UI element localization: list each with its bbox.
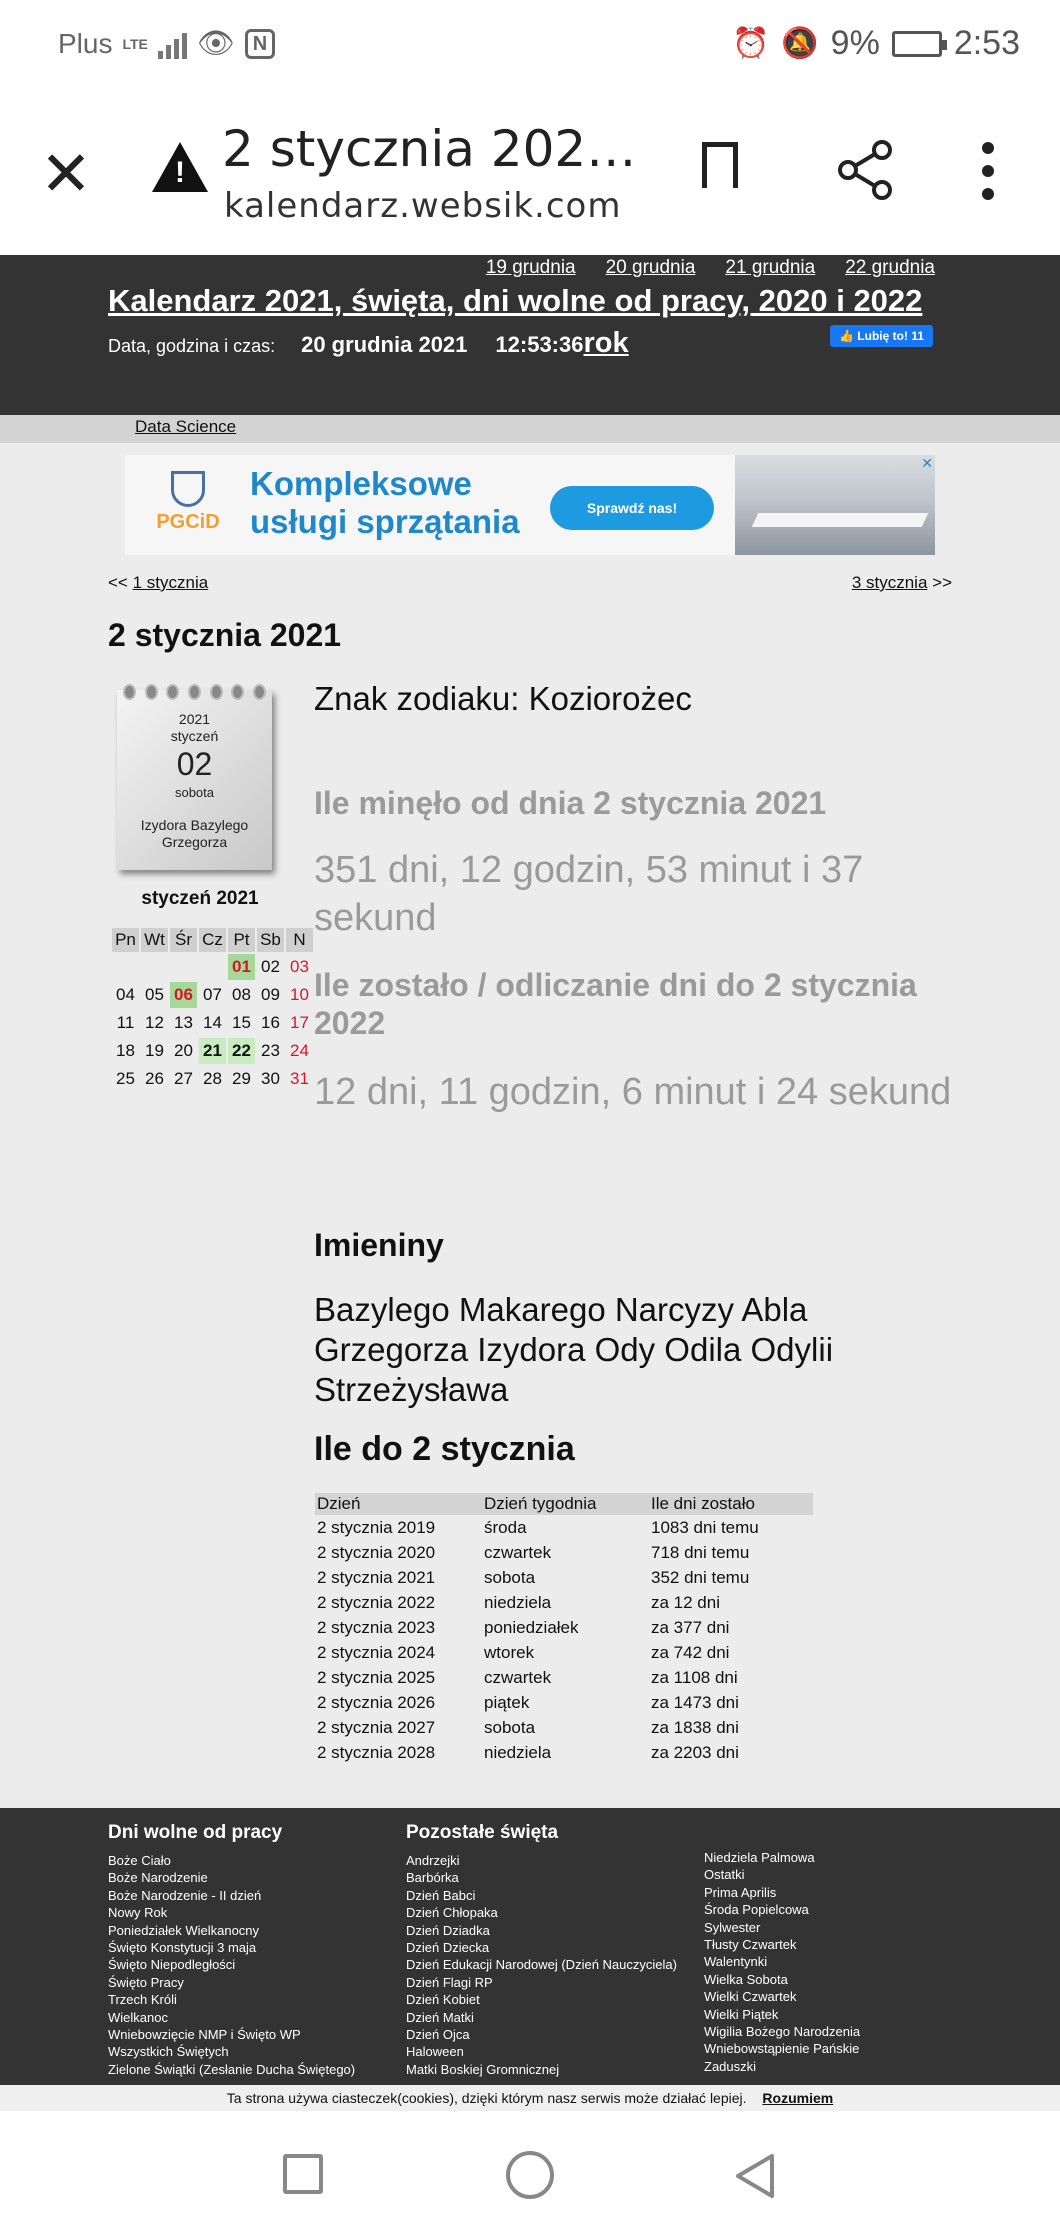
ad-office-image	[735, 455, 935, 555]
footer-list	[406, 1852, 677, 2078]
date-link[interactable]: 19 grudnia	[485, 257, 576, 278]
footer-col-holidays	[108, 1822, 355, 2078]
shield-icon	[171, 471, 205, 507]
table-cell: za 12 dni	[651, 1592, 720, 1612]
footer-link[interactable]: Walentynki	[704, 1954, 768, 1970]
cookie-text: Ta strona używa ciasteczek(cookies), dzięki którym nasz serwis może działać lepiej.	[226, 2090, 747, 2106]
battery-percent: 9%	[830, 24, 880, 62]
footer-link[interactable]: Dzień Kobiet	[406, 1992, 480, 2008]
day-cell-empty	[199, 954, 226, 980]
datetime-label: Data, godzina i czas:	[108, 336, 276, 356]
eye-icon: 👁	[196, 27, 235, 60]
column-header: Dzień tygodnia	[482, 1493, 649, 1515]
table-cell: sobota	[484, 1567, 536, 1587]
facebook-like-button[interactable]: 👍 Lubię to! 11	[830, 325, 933, 347]
footer-link[interactable]: Wielkanoc	[108, 2009, 168, 2025]
day-cell-sunday[interactable]: 24	[290, 1041, 309, 1060]
status-right	[732, 24, 1020, 63]
table-cell: wtorek	[484, 1642, 535, 1662]
datetime-row	[108, 327, 629, 360]
network-label: LTE	[122, 35, 148, 52]
clock: 2:53	[953, 24, 1020, 62]
footer-link[interactable]: Dzień Chłopaka	[406, 1905, 498, 1921]
day-cell[interactable]: 20	[174, 1041, 193, 1060]
until-value: 12 dni, 11 godzin, 6 minut i 24 sekund	[314, 1071, 952, 1113]
until-heading: Ile zostało / odliczanie dni do 2 stycznia 2022	[314, 967, 917, 1041]
ad-headline	[250, 465, 520, 541]
table-cell: 2 stycznia 2023	[317, 1617, 436, 1637]
day-cell-sunday[interactable]: 31	[290, 1069, 309, 1088]
table-cell: 2 stycznia 2024	[317, 1642, 436, 1662]
table-cell: sobota	[484, 1717, 536, 1737]
ad-headline-line2: usługi sprzątania	[250, 503, 520, 540]
day-cell[interactable]: 23	[261, 1041, 280, 1060]
footer-link[interactable]: Święto Pracy	[108, 1974, 184, 1990]
table-row	[315, 1540, 813, 1565]
table-cell: 2 stycznia 2019	[317, 1517, 436, 1537]
site-header	[0, 255, 1060, 415]
calendar-weekday: sobota	[174, 785, 215, 800]
zodiac-sign: Znak zodiaku: Koziorożec	[314, 680, 692, 717]
bookmark-icon[interactable]	[702, 142, 738, 188]
footer-link[interactable]: Wszystkich Świętych	[108, 2044, 229, 2060]
footer-link[interactable]: Dzień Matki	[406, 2009, 474, 2025]
table-row	[315, 1690, 813, 1715]
cookie-accept-button[interactable]: Rozumiem	[762, 2090, 834, 2106]
footer-link[interactable]: Wielki Czwartek	[704, 1989, 797, 2005]
ad-logo	[153, 467, 223, 542]
close-icon[interactable]: ✕	[40, 140, 92, 209]
day-cell[interactable]: 16	[261, 1013, 280, 1032]
footer-link[interactable]: Dzień Dziecka	[406, 1940, 490, 1956]
home-icon[interactable]	[506, 2151, 554, 2199]
footer-link[interactable]: Sylwester	[704, 1919, 761, 1935]
warning-icon[interactable]: !	[152, 142, 208, 192]
day-cell-today[interactable]: 21	[199, 1038, 226, 1064]
status-left	[58, 26, 275, 61]
more-icon[interactable]	[982, 142, 994, 211]
day-cell-sunday[interactable]: 03	[290, 957, 309, 976]
calendar-week	[112, 1010, 313, 1036]
footer-link[interactable]: Trzech Króli	[108, 1992, 177, 2008]
footer-link[interactable]: Barbórka	[406, 1870, 459, 1886]
footer-link[interactable]: Prima Aprilis	[704, 1884, 777, 1900]
footer-link[interactable]: Dzień Babci	[406, 1887, 476, 1903]
day-cell[interactable]: 26	[145, 1069, 164, 1088]
years-table	[315, 1493, 813, 1765]
table-cell: czwartek	[484, 1542, 552, 1562]
table-cell: 2 stycznia 2028	[317, 1742, 436, 1762]
share-icon[interactable]	[836, 140, 896, 200]
url-text[interactable]: kalendarz.websik.com	[224, 186, 622, 226]
day-cell[interactable]: 15	[232, 1013, 251, 1032]
footer-list	[108, 1852, 355, 2078]
day-cell[interactable]: 25	[116, 1069, 135, 1088]
table-cell: za 377 dni	[651, 1617, 730, 1637]
data-science-link[interactable]: Data Science	[135, 417, 237, 436]
footer-heading: Dni wolne od pracy	[108, 1822, 283, 1843]
calendar-year: 2021	[178, 711, 211, 727]
footer-link[interactable]: Ostatki	[704, 1867, 745, 1883]
date-link[interactable]: 20 grudnia	[605, 257, 696, 278]
footer-link[interactable]: Środa Popielcowa	[704, 1902, 809, 1918]
column-header: Ile dni zostało	[649, 1493, 813, 1515]
table-cell: 2 stycznia 2025	[317, 1667, 436, 1687]
table-cell: środa	[484, 1517, 527, 1537]
prev-day-link[interactable]: 1 stycznia	[132, 573, 209, 592]
day-cell-holiday[interactable]: 06	[170, 982, 197, 1008]
since-value: 351 dni, 12 godzin, 53 minut i 37 sekund	[314, 849, 864, 939]
table-cell: 2 stycznia 2027	[317, 1717, 436, 1737]
footer-link[interactable]: Święto Konstytucji 3 maja	[108, 1940, 257, 1956]
browser-toolbar	[0, 90, 1060, 255]
table-row	[315, 1565, 813, 1590]
imieniny-heading: Imieniny	[314, 1227, 444, 1263]
day-cell[interactable]: 12	[145, 1013, 164, 1032]
advertisement-banner[interactable]	[125, 455, 935, 555]
table-cell: 352 dni temu	[651, 1567, 750, 1587]
site-footer	[0, 1808, 1060, 2088]
calendar-week	[112, 954, 313, 980]
footer-link[interactable]: Boże Narodzenie - II dzień	[108, 1887, 262, 1903]
ile-do-heading: Ile do 2 stycznia	[314, 1430, 575, 1468]
table-cell: czwartek	[484, 1667, 552, 1687]
day-cell[interactable]: 29	[232, 1069, 251, 1088]
day-cell-sunday[interactable]: 10	[290, 985, 309, 1004]
footer-link[interactable]: Dzień Dziadka	[406, 1922, 490, 1938]
day-cell[interactable]: 13	[174, 1013, 193, 1032]
mini-calendar-title: styczeń 2021	[141, 888, 259, 909]
recents-icon[interactable]	[283, 2154, 323, 2194]
prev-arrow: <<	[108, 573, 128, 592]
cookie-bar	[0, 2085, 1060, 2111]
alarm-icon: ⏰	[731, 27, 770, 60]
battery-icon	[892, 31, 942, 57]
status-bar	[0, 0, 1060, 90]
day-cell[interactable]: 14	[203, 1013, 222, 1032]
column-header: Dzień	[315, 1493, 482, 1515]
calendar-week	[112, 1066, 313, 1092]
weekday-header: Sb	[257, 928, 284, 952]
weekday-header: Pn	[112, 928, 139, 952]
footer-link[interactable]: Nowy Rok	[108, 1905, 168, 1921]
site-title-link[interactable]: Kalendarz 2021, święta, dni wolne od pracy, 2020 i 2022	[108, 283, 923, 318]
footer-link[interactable]: Niedziela Palmowa	[704, 1850, 815, 1865]
signal-icon	[158, 29, 187, 59]
day-cell[interactable]: 11	[116, 1013, 135, 1032]
table-cell: 2 stycznia 2021	[317, 1567, 436, 1587]
weekday-header: Śr	[170, 928, 197, 952]
day-cell[interactable]: 19	[145, 1041, 164, 1060]
footer-link[interactable]: Poniedziałek Wielkanocny	[108, 1922, 260, 1938]
ad-brand: PGCiD	[156, 511, 220, 533]
footer-link[interactable]: Haloween	[406, 2044, 464, 2060]
day-cell-holiday[interactable]: 01	[228, 954, 255, 980]
nfc-icon: N	[245, 29, 275, 59]
next-day-nav[interactable]	[852, 573, 952, 593]
table-cell: 2 stycznia 2026	[317, 1692, 436, 1712]
footer-link[interactable]: Boże Ciało	[108, 1853, 171, 1868]
table-cell: 2 stycznia 2022	[317, 1592, 436, 1612]
footer-link[interactable]: Dzień Ojca	[406, 2027, 470, 2043]
table-cell: 1083 dni temu	[651, 1517, 759, 1537]
page-heading: 2 stycznia 2021	[108, 617, 342, 653]
footer-link[interactable]: Dzień Flagi RP	[406, 1974, 493, 1990]
prev-day-nav[interactable]	[108, 573, 208, 593]
table-cell: za 1108 dni	[651, 1667, 738, 1687]
footer-link[interactable]: Wielki Piątek	[704, 2006, 779, 2022]
footer-col-other	[406, 1822, 677, 2078]
footer-col-other-2	[704, 1849, 860, 2075]
footer-link[interactable]: Wielka Sobota	[704, 1971, 788, 1987]
table-cell: 2 stycznia 2020	[317, 1542, 436, 1562]
current-date: 20 grudnia 2021	[301, 332, 468, 357]
weekday-header: Pt	[228, 928, 255, 952]
calendar-month: styczeń	[170, 728, 219, 744]
footer-link[interactable]: Tłusty Czwartek	[704, 1937, 797, 1953]
footer-link[interactable]: Zaduszki	[704, 2058, 757, 2074]
day-cell[interactable]: 04	[116, 985, 135, 1004]
footer-link[interactable]: Andrzejki	[406, 1853, 460, 1868]
footer-list	[704, 1849, 860, 2075]
table-row	[315, 1640, 813, 1665]
weekday-header: Cz	[199, 928, 226, 952]
table-cell: za 1473 dni	[651, 1692, 739, 1712]
day-cell-highlight[interactable]: 22	[228, 1038, 255, 1064]
next-arrow: >>	[932, 573, 952, 592]
day-cell[interactable]: 27	[174, 1069, 193, 1088]
table-row	[315, 1615, 813, 1640]
imieniny-names: Bazylego Makarego Narcyzy Abla Grzegorza Izydora Ody Odila Odylii Strzeżysława	[314, 1291, 834, 1408]
back-icon[interactable]	[730, 2151, 780, 2201]
day-cell[interactable]: 30	[261, 1069, 280, 1088]
ad-cta-button[interactable]: Sprawdź nas!	[550, 486, 714, 530]
day-cell[interactable]: 09	[261, 985, 280, 1004]
date-link[interactable]: 22 grudnia	[845, 257, 935, 278]
system-nav-bar	[0, 2111, 1060, 2237]
mini-calendar-header	[112, 928, 313, 952]
footer-link[interactable]: Wigilia Bożego Narodzenia	[704, 2024, 861, 2040]
calendar-page-icon	[117, 690, 272, 870]
table-row	[315, 1715, 813, 1740]
calendar-rings	[123, 684, 266, 704]
table-cell: 718 dni temu	[651, 1542, 750, 1562]
day-cell[interactable]: 08	[232, 985, 251, 1004]
table-row	[315, 1665, 813, 1690]
table-row	[315, 1515, 813, 1540]
page-title[interactable]: 2 stycznia 202…	[222, 120, 637, 178]
ad-close-icon[interactable]: ✕	[921, 455, 933, 471]
table-cell: niedziela	[484, 1592, 552, 1612]
footer-link[interactable]: Święto Niepodległości	[108, 1957, 236, 1973]
next-day-link[interactable]: 3 stycznia	[851, 573, 928, 592]
date-links	[486, 257, 935, 279]
table-cell: za 742 dni	[651, 1642, 730, 1662]
table-cell: za 2203 dni	[651, 1742, 739, 1762]
table-cell: niedziela	[484, 1742, 552, 1762]
table-cell: za 1838 dni	[651, 1717, 739, 1737]
footer-link[interactable]: Matki Boskiej Gromnicznej	[406, 2061, 560, 2077]
rok-link[interactable]: rok	[583, 327, 629, 359]
table-row	[315, 1590, 813, 1615]
ad-headline-line1: Kompleksowe	[250, 465, 472, 502]
footer-link[interactable]: Dzień Edukacji Narodowej (Dzień Nauczyciela)	[406, 1957, 677, 1973]
carrier-label: Plus	[58, 27, 113, 59]
mute-icon: 🔕	[781, 27, 819, 60]
weekday-header: Wt	[141, 928, 168, 952]
day-cell[interactable]: 05	[145, 985, 164, 1004]
footer-link[interactable]: Boże Narodzenie	[108, 1870, 208, 1886]
calendar-names: Izydora Bazylego Grzegorza	[140, 817, 249, 850]
footer-link[interactable]: Wniebowstąpienie Pańskie	[704, 2041, 860, 2057]
footer-heading: Pozostałe święta	[406, 1822, 559, 1843]
calendar-week	[112, 982, 313, 1008]
day-cell[interactable]: 07	[203, 985, 222, 1004]
mini-calendar	[110, 926, 315, 1094]
table-header-row	[315, 1493, 813, 1515]
weekday-header: N	[286, 928, 313, 952]
current-time: 12:53:36	[495, 332, 584, 357]
footer-link[interactable]: Zielone Świątki (Zesłanie Ducha Świętego)	[108, 2061, 356, 2077]
day-cell-empty	[141, 954, 168, 980]
day-cell[interactable]: 18	[116, 1041, 135, 1060]
footer-link[interactable]: Wniebowzięcie NMP i Święto WP	[108, 2027, 301, 2043]
table-row	[315, 1740, 813, 1765]
day-cell-sunday[interactable]: 17	[290, 1013, 309, 1032]
table-cell: piątek	[484, 1692, 530, 1712]
table-cell: poniedziałek	[484, 1617, 579, 1637]
day-cell[interactable]: 28	[203, 1069, 222, 1088]
calendar-day: 02	[176, 746, 213, 782]
date-link[interactable]: 21 grudnia	[725, 257, 816, 278]
since-heading: Ile minęło od dnia 2 stycznia 2021	[314, 785, 827, 821]
day-cell-empty	[170, 954, 197, 980]
day-cell-empty	[112, 954, 139, 980]
day-cell[interactable]: 02	[261, 957, 280, 976]
calendar-week	[112, 1038, 313, 1064]
